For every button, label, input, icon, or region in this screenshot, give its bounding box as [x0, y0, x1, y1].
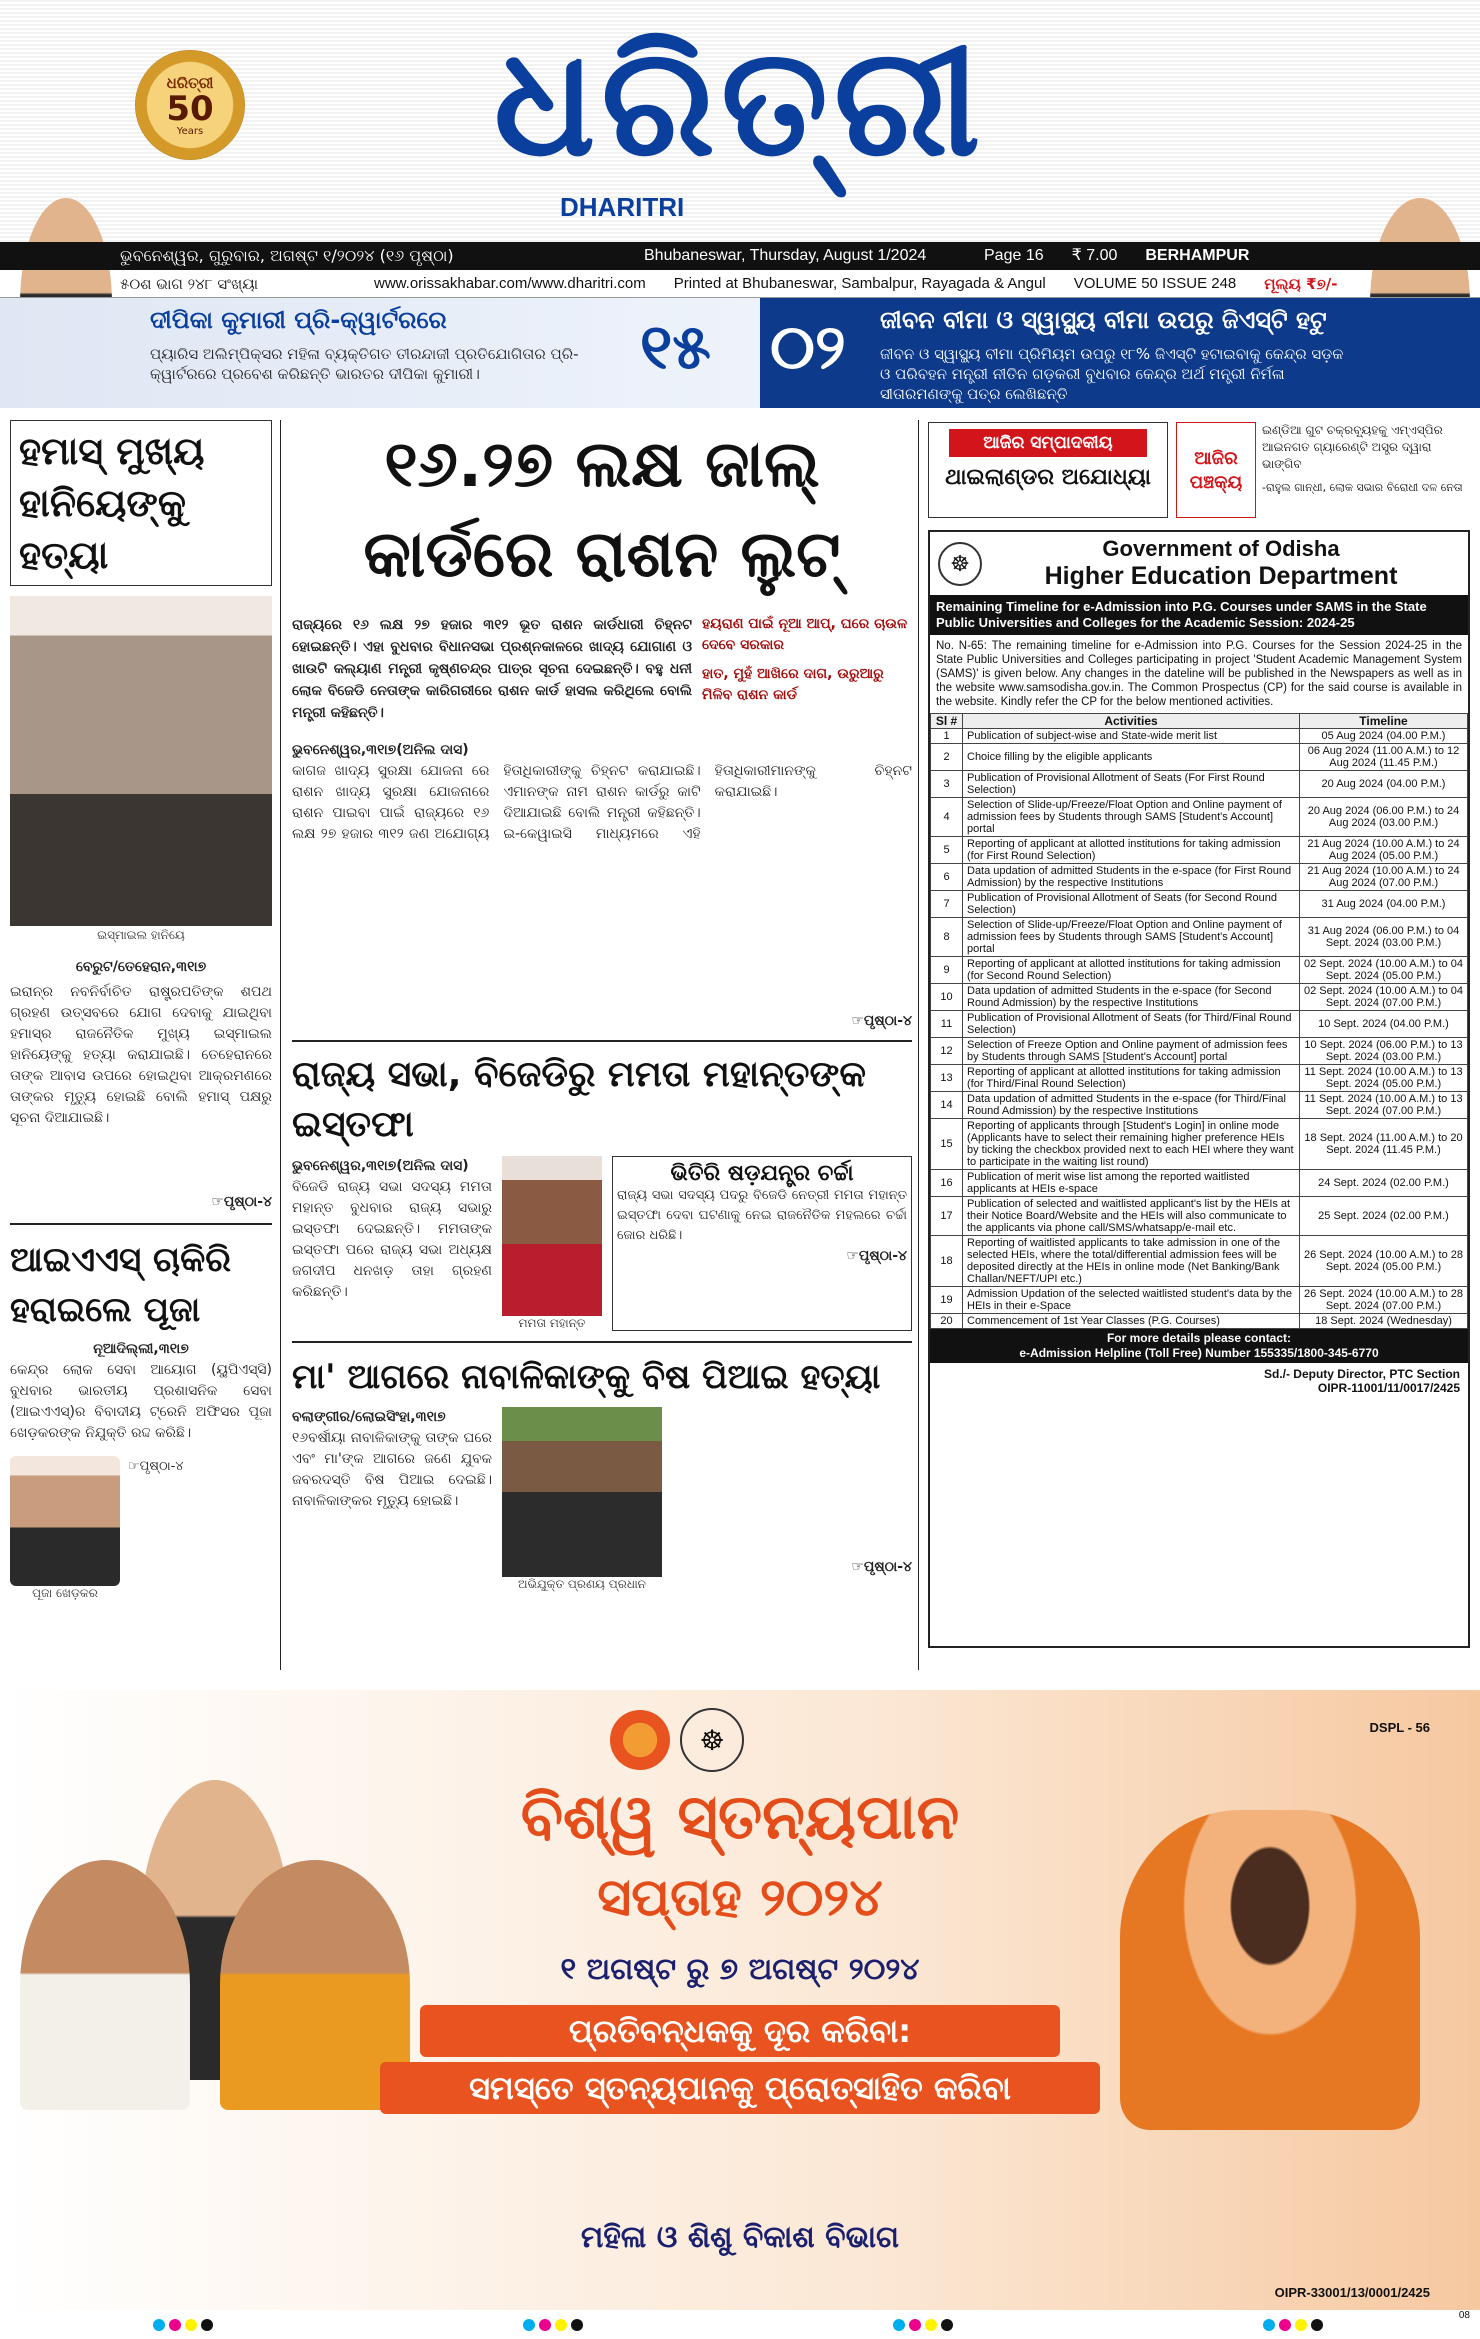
ad-title: ବିଶ୍ୱ ସ୍ତନ୍ୟପାନ: [520, 1780, 960, 1853]
timeline-activity: Reporting of waitlisted applicants to take admission in one of the selected HEIs, where the total/differential admission fees will be deposited directly at the HEIs in online mode (Net Banking/Bank Challan/NEFT/UPI etc.): [963, 1236, 1300, 1287]
timeline-sl: 20: [931, 1314, 963, 1329]
timeline-date: 18 Sept. 2024 (11.00 A.M.) to 20 Sept. 2024 (11.45 P.M.): [1300, 1119, 1468, 1170]
website[interactable]: www.orissakhabar.com/www.dharitri.com: [374, 275, 646, 292]
column-divider: [10, 1223, 272, 1225]
hamas-continue[interactable]: ☞ପୃଷ୍ଠା-୪: [211, 1194, 272, 1210]
haniyeh-photo: [10, 596, 272, 926]
badge-number: 50: [166, 88, 214, 129]
timeline-activity: Data updation of admitted Students in the e-space (for First Round Admission) by the respective Institutions: [963, 864, 1300, 891]
edition: BERHAMPUR: [1145, 247, 1250, 264]
timeline-row: [931, 798, 1468, 837]
col-timeline: Timeline: [1300, 714, 1468, 729]
timeline-date: 25 Sept. 2024 (02.00 P.M.): [1300, 1197, 1468, 1236]
timeline-date: 21 Aug 2024 (10.00 A.M.) to 24 Aug 2024 (05.00 P.M.): [1300, 837, 1468, 864]
haniyeh-caption: ଇସ୍‌ମାଇଲ ହାନିୟେ: [97, 928, 185, 942]
timeline-sl: 9: [931, 957, 963, 984]
mother-child-illustration: [1120, 1810, 1420, 2130]
odia-date: ଭୁବନେଶ୍ୱର, ଗୁରୁବାର, ଅଗଷ୍ଟ ୧/୨୦୨୪ (୧୬ ପୃଷ୍ଠା): [120, 246, 454, 265]
timeline-sl: 5: [931, 837, 963, 864]
conspiracy-box-body: ରାଜ୍ୟ ସଭା ସଦସ୍ୟ ପଦରୁ ବିଜେଡି ନେତ୍ରୀ ମମତା ମହାନ୍ତ ଇସ୍ତଫା ଦେବା ଘଟଣାକୁ ନେଇ ରାଜନୈତିକ ମହଲରେ ଚର୍ଚ୍ଚା ଜୋର ଧରିଛି।: [617, 1188, 907, 1243]
timeline-date: 06 Aug 2024 (11.00 A.M.) to 12 Aug 2024 (11.45 P.M.): [1300, 744, 1468, 771]
editorial-title: ଥାଇଲାଣ୍ଡର ଅଯୋଧ୍ୟା: [945, 465, 1151, 490]
breastfeeding-week-ad[interactable]: [0, 1690, 1480, 2310]
hamas-headline-line2: ହାନିୟେଙ୍କୁ ହତ୍ୟା: [19, 481, 186, 577]
mamata-caption: ମମତା ମହାନ୍ତ: [518, 1316, 586, 1330]
lead-headline-line1: ୧୬.୨୭ ଲକ୍ଷ ଜାଲ୍: [384, 428, 820, 502]
timeline-activity: Publication of selected and waitlisted applicant's list by the HEIs at their Notice Board/Website and the HEIs will also communicate to the applicants via phone call/SMS/whatsapp/e-mail etc.: [963, 1197, 1300, 1236]
ias-headline-line1: ଆଇଏଏସ୍ ଚାକିରି: [10, 1240, 232, 1280]
notice-header-2: Higher Education Department: [1044, 562, 1398, 590]
timeline-row: [931, 837, 1468, 864]
mamata-headline[interactable]: ରାଜ୍ୟ ସଭା, ବିଜେଡିରୁ ମମତା ମହାନ୍ତଙ୍କ ଇସ୍ତଫା: [292, 1054, 866, 1145]
badge-logo: ଧରିତ୍ରୀ: [166, 73, 214, 92]
quote-box: [1262, 422, 1470, 518]
timeline-activity: Publication of Provisional Allotment of Seats (for Second Round Selection): [963, 891, 1300, 918]
timeline-activity: Data updation of admitted Students in the e-space (for Second Round Admission) by the respective Institutions: [963, 984, 1300, 1011]
promo-left-text: ପ୍ୟାରିସ ଅଲିମ୍ପିକ୍ସର ମହିଳା ବ୍ୟକ୍ତିଗତ ତୀରନ୍ଦାଜୀ ପ୍ରତିଯୋଗିତାର ପ୍ରି-କ୍ୱାର୍ଟରରେ ପ୍ରବେଶ କରିଛନ୍ତି ଭାରତର ଦୀପିକା କୁମାରୀ।: [150, 345, 579, 383]
sub-dateline: [0, 270, 1480, 298]
color-mark-icon: [893, 2316, 957, 2335]
timeline-sl: 13: [931, 1065, 963, 1092]
timeline-sl: 11: [931, 1011, 963, 1038]
english-date: Bhubaneswar, Thursday, August 1/2024: [644, 247, 927, 264]
leader-photo-2: [20, 1860, 190, 2110]
timeline-row: [931, 1170, 1468, 1197]
timeline-sl: 4: [931, 798, 963, 837]
ad-code: DSPL - 56: [1369, 1720, 1430, 1735]
poison-body: ୧୬ବର୍ଷୀୟା ନାବାଳିକାଙ୍କୁ ତାଙ୍କ ଘରେ ଏବଂ ମା'ଙ୍କ ଆଗରେ ଜଣେ ଯୁବକ ଜବରଦସ୍ତି ବିଷ ପିଆଇ ଦେଇଛି। ନାବାଳିକାଙ୍କର ମୃତ୍ୟୁ ହୋଇଛି।: [292, 1430, 492, 1509]
editorial-box[interactable]: [928, 422, 1168, 518]
timeline-sl: 12: [931, 1038, 963, 1065]
pooja-caption: ପୂଜା ଖେଡ଼କର: [32, 1586, 98, 1600]
timeline-activity: Publication of merit wise list among the reported waitlisted applicants at HEIs e-space: [963, 1170, 1300, 1197]
50-years-badge: [135, 50, 245, 160]
poison-continue[interactable]: ☞ପୃଷ୍ଠା-୪: [851, 1559, 912, 1575]
ad-slogan-2: ସମସ୍ତେ ସ୍ତନ୍ୟପାନକୁ ପ୍ରୋତ୍ସାହିତ କରିବା: [380, 2062, 1100, 2114]
timeline-header-row: [931, 714, 1468, 729]
newspaper-logo-english: DHARITRI: [560, 192, 685, 222]
lead-byline: ଭୁବନେଶ୍ୱର,୩୧ା୭(ଅନିଲ ଦାସ): [292, 742, 469, 758]
odisha-seal-icon: ☸: [680, 1708, 744, 1772]
timeline-row: [931, 1236, 1468, 1287]
timeline-row: [931, 1119, 1468, 1170]
timeline-table: [930, 713, 1468, 1329]
timeline-row: [931, 1092, 1468, 1119]
quote-author: -ରାହୁଲ ଗାନ୍ଧୀ, ଲୋକ ସଭାର ବିରୋଧୀ ଦଳ ନେତା: [1262, 481, 1463, 494]
timeline-sl: 8: [931, 918, 963, 957]
hamas-byline: ବେରୁଟ/ତେହେରାନ,୩୧ା୭: [75, 959, 207, 975]
promo-left-title: ଦୀପିକା କୁମାରୀ ପ୍ରି-କ୍ୱାର୍ଟରରେ: [150, 306, 447, 334]
timeline-activity: Selection of Freeze Option and Online payment of admission fees by Students through SAMS [Student's Account] portal: [963, 1038, 1300, 1065]
printed-at: Printed at Bhubaneswar, Sambalpur, Rayagada & Angul: [673, 275, 1046, 292]
aaji-label: ଆଜିର ପଞ୍ଚକ୍ୟ: [1176, 422, 1256, 518]
color-mark-icon: [1263, 2316, 1327, 2335]
volume-issue: VOLUME 50 ISSUE 248: [1073, 275, 1237, 292]
mamata-photo: [502, 1156, 602, 1316]
poison-byline: ବଲାଙ୍ଗୀର/ଲୋଇସିଂହା,୩୧ା୭: [292, 1409, 446, 1425]
timeline-activity: Publication of subject-wise and State-wide merit list: [963, 729, 1300, 744]
timeline-row: [931, 1065, 1468, 1092]
ias-byline: ନୂଆଦିଲ୍ଲୀ,୩୧ା୭: [93, 1341, 189, 1357]
timeline-date: 20 Aug 2024 (06.00 P.M.) to 24 Aug 2024 (03.00 P.M.): [1300, 798, 1468, 837]
notice-header-1: Government of Odisha: [1102, 536, 1340, 561]
timeline-row: [931, 729, 1468, 744]
timeline-sl: 18: [931, 1236, 963, 1287]
wcd-logo-icon: [610, 1710, 670, 1770]
govt-notice: [928, 530, 1470, 1648]
timeline-date: 26 Sept. 2024 (10.00 A.M.) to 28 Sept. 2024 (07.00 P.M.): [1300, 1287, 1468, 1314]
ias-body: କେନ୍ଦ୍ର ଲୋକ ସେବା ଆୟୋଗ (ୟୁପିଏସ୍‌ସି) ବୁଧବାର ଭାରତୀୟ ପ୍ରଶାସନିକ ସେବା (ଆଇଏଏସ୍)ର ବିବାଦୀୟ ଟ୍ରେନି ଅଫିସର ପୂଜା ଖେଡ଼କରଙ୍କ ନିଯୁକ୍ତି ରଦ୍ଦ କରିଛି।: [10, 1362, 272, 1441]
timeline-row: [931, 1314, 1468, 1329]
timeline-date: 02 Sept. 2024 (10.00 A.M.) to 04 Sept. 2024 (07.00 P.M.): [1300, 984, 1468, 1011]
timeline-sl: 16: [931, 1170, 963, 1197]
notice-helpline[interactable]: e-Admission Helpline (Toll Free) Number 155335/1800-345-6770: [1019, 1346, 1379, 1360]
left-column: [10, 420, 272, 1660]
timeline-sl: 19: [931, 1287, 963, 1314]
timeline-activity: Data updation of admitted Students in the e-space (for Third/Final Round Admission) by the respective Institutions: [963, 1092, 1300, 1119]
lead-headline-line2: କାର୍ଡରେ ରାଶନ ଲୁଟ୍: [363, 518, 841, 592]
notice-footer-1: For more details please contact:: [1106, 1331, 1292, 1345]
hamas-headline-line1: ହମାସ୍ ମୁଖ୍ୟ: [19, 429, 205, 473]
timeline-sl: 3: [931, 771, 963, 798]
lead-intro: ରାଜ୍ୟରେ ୧୬ ଲକ୍ଷ ୨୭ ହଜାର ୩୧୨ ଭୂତ ରାଶନ କାର୍ଡଧାରୀ ଚିହ୍ନଟ ହୋଇଛନ୍ତି। ଏହା ବୁଧବାର ବିଧାନସଭା ପ୍ରଶ୍ନକାଳରେ ଖାଦ୍ୟ ଯୋଗାଣ ଓ ଖାଉଟି କଲ୍ୟାଣ ମନ୍ତ୍ରୀ କୃଷ୍ଣଚନ୍ଦ୍ର ପାତ୍ର ସୂଚନା ଦେଇଛନ୍ତି। ବହୁ ଧନୀ ଲୋକ ବିଜେଡି ନେତାଙ୍କ କାରିଗରୀରେ ରାଶନ କାର୍ଡ ହାସଲ କରିଥିଲେ ବୋଲି ମନ୍ତ୍ରୀ କହିଛନ୍ତି।: [292, 617, 692, 721]
timeline-date: 20 Aug 2024 (04.00 P.M.): [1300, 771, 1468, 798]
timeline-activity: Publication of Provisional Allotment of Seats (for Third/Final Round Selection): [963, 1011, 1300, 1038]
page-footer-number: 08: [1458, 2310, 1470, 2321]
timeline-activity: Choice filling by the eligible applicants: [963, 744, 1300, 771]
odisha-emblem-icon: ☸: [938, 542, 982, 586]
column-rule: [918, 420, 919, 1670]
timeline-date: 10 Sept. 2024 (06.00 P.M.) to 13 Sept. 2024 (03.00 P.M.): [1300, 1038, 1468, 1065]
accused-caption: ଅଭିଯୁକ୍ତ ପ୍ରଣୟ ପ୍ରଧାନ: [518, 1577, 646, 1591]
timeline-date: 11 Sept. 2024 (10.00 A.M.) to 13 Sept. 2024 (05.00 P.M.): [1300, 1065, 1468, 1092]
timeline-row: [931, 1197, 1468, 1236]
poison-headline[interactable]: ମା' ଆଗରେ ନାବାଳିକାଙ୍କୁ ବିଷ ପିଆଇ ହତ୍ୟା: [292, 1357, 881, 1397]
mamata-continue[interactable]: ☞ପୃଷ୍ଠା-୪: [846, 1248, 907, 1264]
dateline-bar: [0, 242, 1480, 270]
editorial-label: ଆଜିର ସମ୍ପାଦକୀୟ: [949, 429, 1147, 457]
timeline-date: 21 Aug 2024 (10.00 A.M.) to 24 Aug 2024 (07.00 P.M.): [1300, 864, 1468, 891]
page-number: Page 16: [984, 247, 1044, 264]
timeline-row: [931, 984, 1468, 1011]
masthead: [0, 0, 1480, 242]
accused-photo: [502, 1407, 662, 1577]
timeline-sl: 7: [931, 891, 963, 918]
ad-subtitle: ସପ୍ତାହ ୨୦୨୪: [597, 1868, 883, 1928]
ad-department: ମହିଳା ଓ ଶିଶୁ ବିକାଶ ବିଭାଗ: [580, 2220, 900, 2255]
story-divider: [292, 1040, 912, 1042]
promo-strip: [0, 298, 1480, 408]
timeline-activity: Reporting of applicants through [Student's Login] in online mode (Applicants have to select their remaining higher preference HEIs by ticking the checkbox provided next to each HEI where they want to participate in the waiting list round): [963, 1119, 1300, 1170]
timeline-sl: 17: [931, 1197, 963, 1236]
timeline-activity: Publication of Provisional Allotment of Seats (For First Round Selection): [963, 771, 1300, 798]
timeline-date: 10 Sept. 2024 (04.00 P.M.): [1300, 1011, 1468, 1038]
notice-ref: OIPR-11001/11/0017/2425: [1317, 1381, 1460, 1395]
mamata-body: ବିଜେଡି ରାଜ୍ୟ ସଭା ସଦସ୍ୟ ମମତା ମହାନ୍ତ ବୁଧବାର ରାଜ୍ୟ ସଭାରୁ ଇସ୍ତଫା ଦେଇଛନ୍ତି। ମମତାଙ୍କ ଇସ୍ତଫା ପରେ ରାଜ୍ୟ ସଭା ଅଧ୍ୟକ୍ଷ ଜଗଦୀପ ଧନଖଡ଼ ତାହା ଗ୍ରହଣ କରିଛନ୍ତି।: [292, 1179, 492, 1300]
timeline-sl: 10: [931, 984, 963, 1011]
promo-left-page: ୧୫: [640, 310, 711, 383]
timeline-row: [931, 891, 1468, 918]
timeline-row: [931, 864, 1468, 891]
timeline-row: [931, 771, 1468, 798]
lead-headline[interactable]: [292, 420, 912, 600]
newspaper-logo[interactable]: ଧରିତ୍ରୀ: [493, 16, 987, 190]
timeline-row: [931, 918, 1468, 957]
pooja-photo: [10, 1456, 120, 1586]
col-activities: Activities: [963, 714, 1300, 729]
promo-right[interactable]: [760, 298, 1480, 408]
timeline-date: 11 Sept. 2024 (10.00 A.M.) to 13 Sept. 2024 (07.00 P.M.): [1300, 1092, 1468, 1119]
ad-slogan-1: ପ୍ରତିବନ୍ଧକକୁ ଦୂର କରିବା:: [420, 2005, 1060, 2057]
badge-years: Years: [176, 125, 204, 137]
ias-headline-line2: ହରାଇଲେ ପୂଜା: [10, 1290, 201, 1330]
timeline-sl: 1: [931, 729, 963, 744]
price: ₹ 7.00: [1071, 247, 1118, 264]
ad-ref: OIPR-33001/13/0001/2425: [1274, 2285, 1430, 2300]
timeline-row: [931, 744, 1468, 771]
notice-sign: Sd./- Deputy Director, PTC Section: [1263, 1367, 1460, 1381]
promo-right-text: ଜୀବନ ଓ ସ୍ୱାସ୍ଥ୍ୟ ବୀମା ପ୍ରିମିୟମ ଉପରୁ ୧୮% ଜିଏସ୍‌ଟି ହଟାଇବାକୁ କେନ୍ଦ୍ର ସଡ଼କ ଓ ପରିବହନ ମନ୍ତ୍ରୀ ନୀତିନ ଗଡ଼କରୀ ବୁଧବାର କେନ୍ଦ୍ର ଅର୍ଥ ମନ୍ତ୍ରୀ ନିର୍ମଳା ସୀତାରମଣଙ୍କୁ ପତ୍ର ଲେଖିଛନ୍ତି: [880, 345, 1344, 403]
timeline-sl: 6: [931, 864, 963, 891]
ias-headline[interactable]: [10, 1235, 272, 1335]
print-marks: [0, 2312, 1480, 2339]
notice-intro: No. N-65: The remaining timeline for e-Admission into P.G. Courses for the Session 2024-25 in the State Public Universities and Colleges participating in project 'Student Academic Management System (SAMS)' is given below. Any changes in the dateline will be published in the Newspapers as well as in the website www.samsodisha.gov.in. The Common Prospectus (CP) for the said course is available in the website. Kindly refer the CP for the below mentioned activities.: [936, 640, 1462, 708]
mamata-byline: ଭୁବନେଶ୍ୱର,୩୧ା୭(ଅନିଲ ଦାସ): [292, 1158, 469, 1174]
color-mark-icon: [523, 2316, 587, 2335]
color-mark-icon: [153, 2316, 217, 2335]
ad-dates: ୧ ଅଗଷ୍ଟ ରୁ ୭ ଅଗଷ୍ଟ ୨୦୨୪: [560, 1952, 920, 1987]
lead-bullet-2: ହାତ, ମୁହଁ ଆଖିରେ ଦାଗ, ଉରୁଆରୁ ମିଳିବ ରାଶନ କାର୍ଡ: [702, 666, 884, 703]
timeline-date: 26 Sept. 2024 (10.00 A.M.) to 28 Sept. 2024 (05.00 P.M.): [1300, 1236, 1468, 1287]
conspiracy-box-title: ଭିତିରି ଷଡ଼ଯନ୍ତ୍ର ଚର୍ଚ୍ଚା: [670, 1161, 854, 1186]
timeline-sl: 14: [931, 1092, 963, 1119]
timeline-activity: Reporting of applicant at allotted institutions for taking admission (for Second Round Selection): [963, 957, 1300, 984]
hamas-body: ଇରାନ୍‌ର ନବନିର୍ବାଚିତ ରାଷ୍ଟ୍ରପତିଙ୍କ ଶପଥ ଗ୍ରହଣ ଉତ୍ସବରେ ଯୋଗ ଦେବାକୁ ଯାଇଥିବା ହମାସ୍‌ର ରାଜନୈତିକ ମୁଖ୍ୟ ଇସ୍‌ମାଇଲ ହାନିୟେଙ୍କୁ ହତ୍ୟା କରାଯାଇଛି। ତେହେରାନରେ ତାଙ୍କ ଆବାସ ଉପରେ ହୋଇଥିବା ଆକ୍ରମଣରେ ତାଙ୍କର ମୃତ୍ୟୁ ହୋଇଛି ବୋଲି ହମାସ୍ ପକ୍ଷରୁ ସୂଚନା ଦିଆଯାଇଛି।: [10, 984, 272, 1126]
timeline-activity: Commencement of 1st Year Classes (P.G. Courses): [963, 1314, 1300, 1329]
timeline-row: [931, 957, 1468, 984]
timeline-activity: Selection of Slide-up/Freeze/Float Option and Online payment of admission fees by Students through SAMS [Student's Account] portal: [963, 798, 1300, 837]
timeline-activity: Reporting of applicant at allotted institutions for taking admission (for Third/Final Round Selection): [963, 1065, 1300, 1092]
notice-subhead: Remaining Timeline for e-Admission into P.G. Courses under SAMS in the State Public Universities and Colleges for the Academic Session: 2024-25: [930, 595, 1468, 635]
lead-column: [292, 420, 912, 1670]
timeline-row: [931, 1011, 1468, 1038]
timeline-date: 31 Aug 2024 (04.00 P.M.): [1300, 891, 1468, 918]
timeline-activity: Reporting of applicant at allotted institutions for taking admission (for First Round Selection): [963, 837, 1300, 864]
lead-bullet-1: ହୟରାଣ ପାଇଁ ନୂଆ ଆପ୍, ଘରେ ଚାଉଳ ଦେବେ ସରକାର: [702, 616, 908, 653]
ias-continue[interactable]: ☞ପୃଷ୍ଠା-୪: [128, 1459, 184, 1474]
timeline-date: 31 Aug 2024 (06.00 P.M.) to 04 Sept. 2024 (03.00 P.M.): [1300, 918, 1468, 957]
timeline-date: 05 Aug 2024 (04.00 P.M.): [1300, 729, 1468, 744]
timeline-date: 24 Sept. 2024 (02.00 P.M.): [1300, 1170, 1468, 1197]
promo-right-title: ଜୀବନ ବୀମା ଓ ସ୍ୱାସ୍ଥ୍ୟ ବୀମା ଉପରୁ ଜିଏସ୍‌ଟି ହଟୁ: [880, 306, 1327, 334]
story-divider: [292, 1341, 912, 1343]
timeline-row: [931, 1287, 1468, 1314]
timeline-activity: Admission Updation of the selected waitlisted student's data by the HEIs in their e-Space: [963, 1287, 1300, 1314]
timeline-date: 02 Sept. 2024 (10.00 A.M.) to 04 Sept. 2024 (05.00 P.M.): [1300, 957, 1468, 984]
col-sl: Sl #: [931, 714, 963, 729]
timeline-activity: Selection of Slide-up/Freeze/Float Option and Online payment of admission fees by Students through SAMS [Student's Account] portal: [963, 918, 1300, 957]
price-odia: ମୂଲ୍ୟ ₹୭/-: [1264, 275, 1338, 293]
timeline-row: [931, 1038, 1468, 1065]
timeline-date: 18 Sept. 2024 (Wednesday): [1300, 1314, 1468, 1329]
lead-continue[interactable]: ☞ପୃଷ୍ଠା-୪: [851, 1013, 912, 1029]
promo-right-page: ୦୨: [770, 310, 846, 383]
quote-text: ଇଣ୍ଡିଆ ଗୁଟ ଚକ୍ରବ୍ୟୂହକୁ ଏମ୍‌ଏସ୍‌ପିର ଆଇନଗତ ଗ୍ୟାରେଣ୍ଟି ଅସ୍ତ୍ର ଦ୍ୱାରା ଭାଙ୍ଗିବ: [1262, 423, 1443, 471]
hamas-headline[interactable]: [10, 420, 272, 586]
lead-body: କାଗଜ ଖାଦ୍ୟ ସୁରକ୍ଷା ଯୋଜନା ରେ ରାଶନ ଖାଦ୍ୟ ସୁରକ୍ଷା ଯୋଜନାରେ ରାଶନ ପାଇବା ପାଇଁ ରାଜ୍ୟରେ ୧୬ ଲକ୍ଷ ୨୭ ହଜାର ୩୧୨ ଜଣ ଅଯୋଗ୍ୟ ହିତାଧିକାରୀଙ୍କୁ ଚିହ୍ନଟ କରାଯାଇଛି। ଏମାନଙ୍କ ନାମ ରାଶନ କାର୍ଡରୁ କାଟି ଦିଆଯାଇଛି ବୋଲି ମନ୍ତ୍ରୀ କହିଛନ୍ତି। ଇ-କେୱାଇସି ମାଧ୍ୟମରେ ଏହି ହିତାଧିକାରୀମାନଙ୍କୁ ଚିହ୍ନଟ କରାଯାଇଛି।: [292, 763, 912, 842]
column-rule: [280, 420, 281, 1670]
timeline-sl: 2: [931, 744, 963, 771]
issue-odia: ୫୦ଶ ଭାଗ ୨୪୮ ସଂଖ୍ୟା: [120, 275, 258, 293]
timeline-sl: 15: [931, 1119, 963, 1170]
promo-left[interactable]: [0, 298, 760, 408]
